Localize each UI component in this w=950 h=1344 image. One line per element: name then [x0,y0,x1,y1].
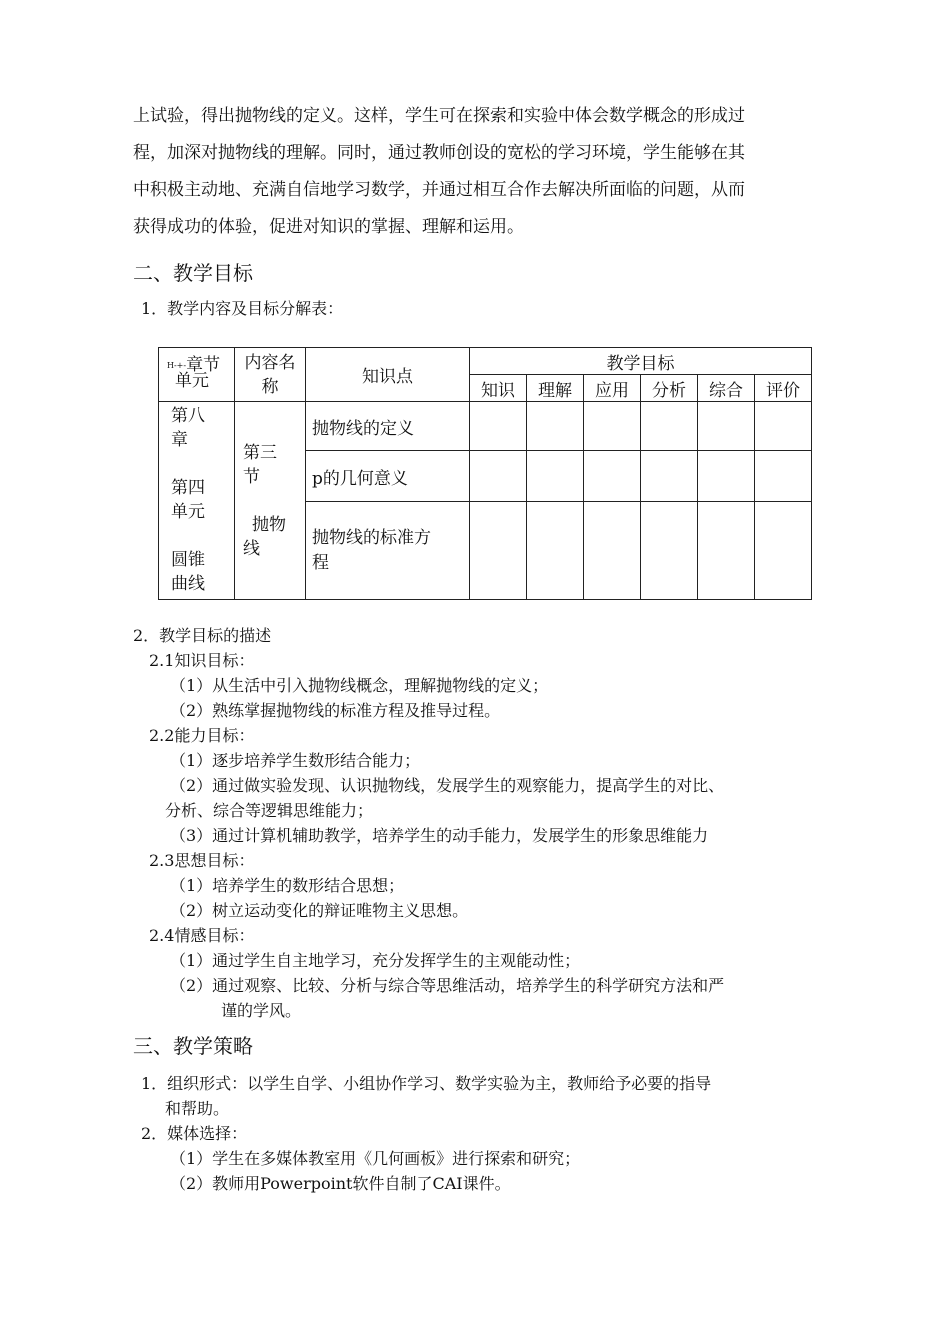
content-name-header [235,348,306,402]
unit-line: 圆锥 [171,550,205,570]
goal-col-knowledge: 知识 [470,375,527,402]
unit-cell [159,402,235,600]
table-cell [755,502,812,600]
media-item-1: （1）学生在多媒体教室用《几何画板》进行探索和研究； [170,1149,581,1168]
corner-top-label: 章节 [186,355,221,375]
emotion-goal-2-line-1: （2）通过观察、比较、分析与综合等思维活动，培养学生的科学研究方法和严 [170,976,725,995]
table-cell [698,502,755,600]
section-line: 第三 [243,442,277,463]
sub-2-3-label: 2.3思想目标： [149,851,255,870]
table-cell [641,502,698,600]
table-cell [641,451,698,502]
sub-2-2-label: 2.2能力目标： [149,726,255,745]
strategy-1-line-1: 1．组织形式：以学生自学、小组协作学习、数学实验为主，教师给予必要的指导 [141,1074,712,1093]
thought-goal-1: （1）培养学生的数形结合思想； [170,876,405,895]
goal-col-understanding: 理解 [527,375,584,402]
corner-mark: H-+- [167,361,187,370]
knowledge-point-2: p的几何意义 [306,451,470,502]
knowledge-point-1: 抛物线的定义 [306,402,470,451]
goals-header: 教学目标 [470,348,812,375]
table-cell [755,451,812,502]
strategy-2-label: 2．媒体选择： [141,1124,248,1143]
media-item-2: （2）教师用Powerpoint软件自制了CAI课件。 [170,1174,511,1193]
goal-col-analysis: 分析 [641,375,698,402]
section-2-heading: 二、教学目标 [133,261,253,285]
table-cell [470,402,527,451]
table-corner-header [159,348,235,402]
intro-line-2: 程，加深对抛物线的理解。同时，通过教师创设的宽松的学习环境，学生能够在其 [133,143,745,163]
goal-col-evaluation: 评价 [755,375,812,402]
unit-line: 第八 [171,406,205,426]
sub-2-1-label: 2.1知识目标： [149,651,255,670]
knowledge-goal-1: （1）从生活中引入抛物线概念，理解抛物线的定义； [170,676,549,695]
ability-goal-2-line-1: （2）通过做实验发现、认识抛物线，发展学生的观察能力，提高学生的对比、 [170,776,725,795]
goals-table [158,347,812,600]
table-cell [470,451,527,502]
ability-goal-2-line-2: 分析、综合等逻辑思维能力； [165,801,374,820]
emotion-goal-1: （1）通过学生自主地学习，充分发挥学生的主观能动性； [170,951,581,970]
item-1-label: 1．教学内容及目标分解表： [141,299,344,318]
goal-col-application: 应用 [584,375,641,402]
table-cell [527,451,584,502]
item-2-label: 2．教学目标的描述 [133,626,272,645]
table-cell [641,402,698,451]
thought-goal-2: （2）树立运动变化的辩证唯物主义思想。 [170,901,469,920]
table-cell [584,502,641,600]
content-name-line-2: 称 [261,376,279,397]
section-line: 抛物 [252,514,286,535]
emotion-goal-2-line-2: 谨的学风。 [221,1001,302,1020]
corner-bottom-label: 单元 [175,371,209,391]
unit-line: 章 [171,430,188,450]
section-line: 线 [243,538,260,559]
sub-2-4-label: 2.4情感目标： [149,926,255,945]
intro-line-3: 中积极主动地、充满自信地学习数学，并通过相互合作去解决所面临的问题，从而 [133,180,745,200]
knowledge-point-3-line-1: 抛物线的标准方 [312,527,431,548]
ability-goal-3: （3）通过计算机辅助教学，培养学生的动手能力，发展学生的形象思维能力 [170,826,709,845]
content-name-line-1: 内容名 [244,352,296,373]
unit-line: 单元 [171,502,205,522]
knowledge-point-3-line-2: 程 [312,552,329,573]
table-cell [527,402,584,451]
intro-line-4: 获得成功的体验，促进对知识的掌握、理解和运用。 [133,217,524,237]
table-cell [698,451,755,502]
unit-line: 曲线 [171,574,205,594]
table-cell [470,502,527,600]
ability-goal-1: （1）逐步培养学生数形结合能力； [170,751,421,770]
table-cell [584,402,641,451]
table-cell [755,402,812,451]
unit-line: 第四 [171,478,205,498]
knowledge-goal-2: （2）熟练掌握抛物线的标准方程及推导过程。 [170,701,501,720]
section-3-heading: 三、教学策略 [133,1034,253,1058]
section-line: 节 [243,466,260,487]
strategy-1-line-2: 和帮助。 [165,1099,230,1118]
table-cell [527,502,584,600]
knowledge-point-header: 知识点 [306,348,470,402]
goal-col-synthesis: 综合 [698,375,755,402]
table-cell [584,451,641,502]
section-cell [235,402,306,600]
intro-line-1: 上试验，得出抛物线的定义。这样，学生可在探索和实验中体会数学概念的形成过 [133,106,745,126]
table-cell [698,402,755,451]
knowledge-point-3 [306,502,470,600]
